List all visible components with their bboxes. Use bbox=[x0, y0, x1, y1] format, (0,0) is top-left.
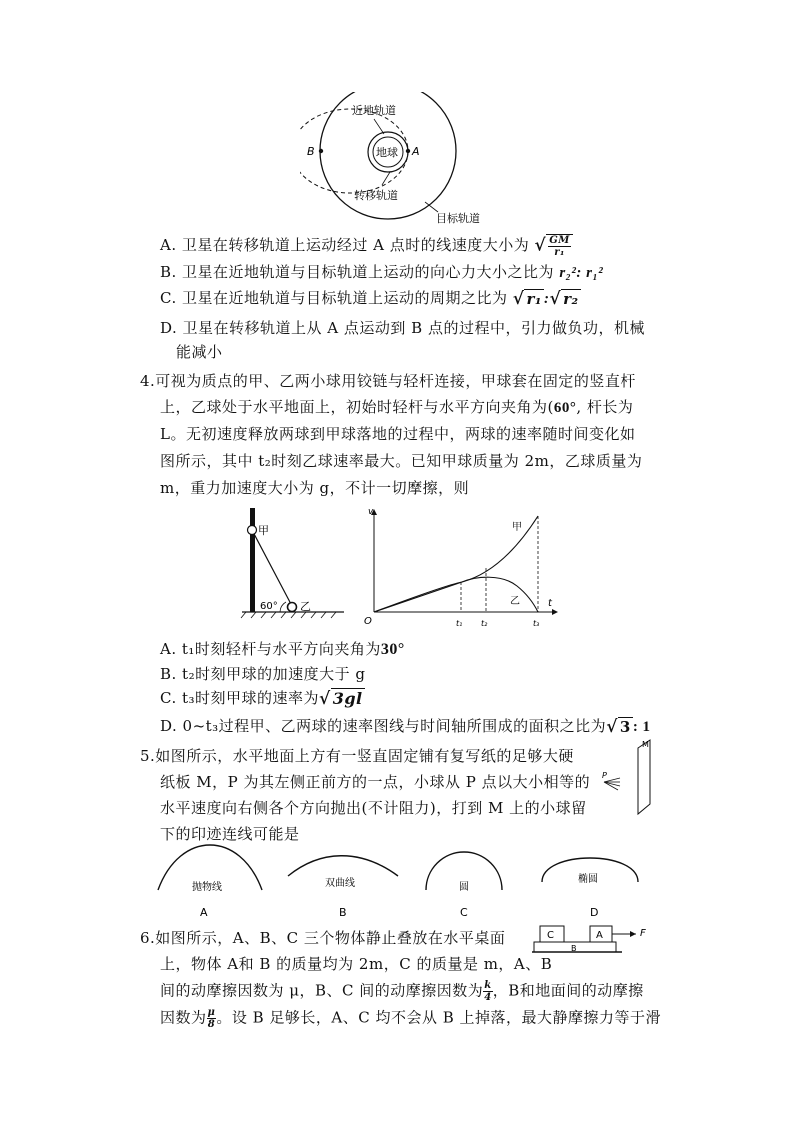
block-c-label: C bbox=[547, 930, 554, 941]
transfer-orbit-label: 转移轨道 bbox=[354, 189, 398, 202]
point-p-label: P bbox=[602, 771, 607, 780]
curve-a-label: 抛物线 bbox=[192, 882, 222, 893]
light-rod bbox=[252, 530, 292, 606]
jia-label: 甲 bbox=[258, 524, 269, 537]
q6-line1: 6.如图所示，A、B、C 三个物体静止叠放在水平桌面 bbox=[140, 929, 506, 947]
q3-option-d-line1: D. 卫星在转移轨道上从 A 点运动到 B 点的过程中，引力做负功，机械 bbox=[160, 319, 645, 337]
q5-line1: 5.如图所示，水平地面上方有一竖直固定铺有复写纸的足够大硬 bbox=[140, 747, 574, 765]
q4-option-a: A. t₁时刻轻杆与水平方向夹角为30° bbox=[160, 640, 405, 658]
origin-label: O bbox=[364, 616, 372, 627]
q5-line4: 下的印迹连线可能是 bbox=[160, 825, 300, 843]
curve-b-letter: B bbox=[339, 906, 347, 919]
q4-line1: 4.可视为质点的甲、乙两小球用铰链与轻杆连接，甲球套在固定的竖直杆 bbox=[140, 372, 636, 390]
q4-line3: L。无初速度释放两球到甲球落地的过程中，两球的速率随时间变化如 bbox=[160, 425, 636, 443]
force-label: F bbox=[640, 928, 646, 939]
q4-line2: 上，乙球处于水平地面上，初始时轻杆与水平方向夹角为(60°, 杆长为 bbox=[160, 398, 634, 416]
q6-line2: 上，物体 A和 B 的质量均为 2m，C 的质量是 m，A、B bbox=[160, 955, 553, 973]
vertical-rod bbox=[250, 508, 255, 612]
q4-option-c: C. t₃时刻甲球的速率为√ 3gl bbox=[160, 689, 363, 709]
angle-label: 60° bbox=[260, 601, 278, 612]
curve-c-letter: C bbox=[460, 906, 468, 919]
point-a-label: A bbox=[412, 145, 420, 158]
q3-option-c: C. 卫星在近地轨道与目标轨道上运动的周期之比为 √ r₁ :√ r₂ bbox=[160, 289, 579, 309]
target-orbit-label: 目标轨道 bbox=[436, 212, 480, 225]
curve-a-letter: A bbox=[200, 906, 208, 919]
point-a-dot bbox=[406, 149, 410, 153]
block-a-label: A bbox=[596, 930, 603, 941]
curve-jia-label: 甲 bbox=[512, 522, 522, 533]
rod-figure bbox=[236, 508, 346, 620]
ball-yi bbox=[288, 603, 297, 612]
q5-line3: 水平速度向右侧各个方向抛出(不计阻力)，打到 M 上的小球留 bbox=[160, 799, 587, 817]
q3-option-a: A. 卫星在转移轨道上运动经过 A 点时的线速度大小为 √ $\frac{GM}{\text{r₁}}$ bbox=[160, 234, 573, 258]
near-orbit-label: 近地轨道 bbox=[352, 104, 396, 117]
q4-option-b: B. t₂时刻甲球的加速度大于 g bbox=[160, 665, 366, 683]
t3-label: t₃ bbox=[533, 619, 540, 628]
t1-label: t₁ bbox=[456, 619, 463, 628]
q4-option-d: D. 0~t₃过程甲、乙两球的速率图线与时间轴所围成的面积之比为√ 3 : 1 bbox=[160, 717, 651, 737]
curve-c-label: 圆 bbox=[459, 882, 469, 893]
orbit-diagram bbox=[300, 92, 500, 228]
t-label: t bbox=[548, 598, 552, 609]
sqrt-gm-r1: √ $\frac{GM}{\text{r₁}}$ bbox=[535, 234, 573, 258]
point-b-label: B bbox=[307, 145, 315, 158]
curve-yi-label: 乙 bbox=[510, 596, 520, 607]
curve-d-label: 椭圆 bbox=[578, 874, 598, 885]
q3-option-b: B. 卫星在近地轨道与目标轨道上运动的向心力大小之比为 r₂²: r₁² bbox=[160, 263, 604, 281]
block-b-label: B bbox=[571, 944, 577, 953]
velocity-time-graph bbox=[362, 504, 562, 630]
q4-line4: 图所示，其中 t₂时刻乙球速率最大。已知甲球质量为 2m，乙球质量为 bbox=[160, 452, 643, 470]
q6-line4: 因数为 $\frac{\mu}{8}$ 。设 B 足够长，A、C 均不会从 B 上掉落，最大静摩擦力等于滑 bbox=[160, 1007, 662, 1030]
board-figure bbox=[600, 738, 660, 818]
blocks-figure bbox=[532, 920, 652, 960]
point-b-dot bbox=[319, 149, 323, 153]
q4-line5: m，重力加速度大小为 g，不计一切摩擦，则 bbox=[160, 479, 470, 497]
board-m-label: M bbox=[642, 740, 649, 749]
curve-b-hyperbola bbox=[288, 856, 398, 876]
curve-d-letter: D bbox=[590, 906, 599, 919]
curve-b-label: 双曲线 bbox=[325, 878, 355, 889]
board-m bbox=[638, 740, 650, 814]
q5-line2: 纸板 M，P 为其左侧正前方的一点，小球从 P 点以大小相等的 bbox=[160, 773, 591, 791]
ball-jia bbox=[248, 526, 257, 535]
t2-label: t₂ bbox=[481, 619, 488, 628]
yi-label: 乙 bbox=[300, 600, 311, 613]
earth-label: 地球 bbox=[376, 146, 398, 159]
curve-options bbox=[150, 840, 650, 920]
v-label: v bbox=[368, 507, 374, 517]
q6-line3: 间的动摩擦因数为 μ，B、C 间的动摩擦因数为 $\frac{k}{4}$ ，B和地面间的动摩擦 bbox=[160, 980, 644, 1003]
q3-option-d-line2: 能减小 bbox=[176, 343, 223, 361]
